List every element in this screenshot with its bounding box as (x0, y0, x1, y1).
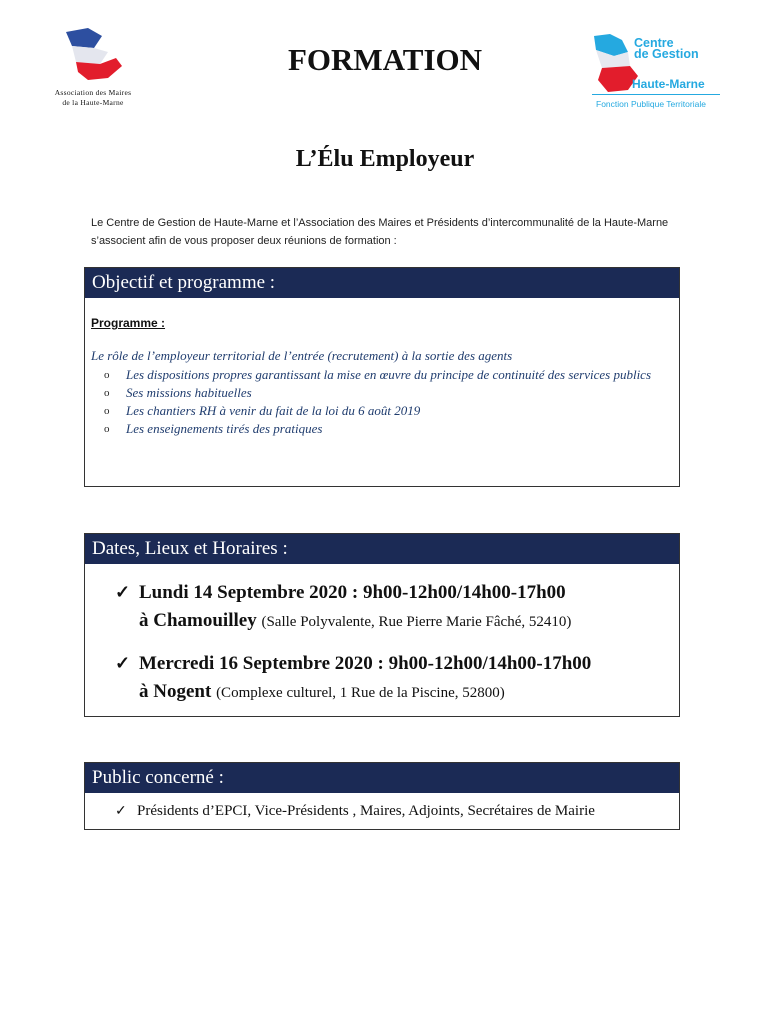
checkmark-icon: ✓ (115, 582, 131, 602)
dates-section (84, 533, 680, 717)
association-logo-line2: de la Haute-Marne (62, 98, 124, 107)
bullet-marker: o (104, 369, 110, 381)
date-text: Mercredi 16 Septembre 2020 : 9h00-12h00/14h00-17h00 (139, 653, 592, 674)
programme-label: Programme : (91, 316, 166, 330)
date-line (115, 653, 591, 675)
centre-de-gestion-logo (582, 28, 732, 114)
document-title: FORMATION (287, 42, 483, 77)
public-section (84, 762, 680, 830)
date-line (115, 582, 571, 604)
location-place: à Nogent (139, 681, 212, 702)
date-entry-nogent (115, 653, 591, 703)
location-line (115, 681, 591, 703)
location-place: à Chamouilley (139, 610, 257, 631)
public-heading: Public concerné : (85, 763, 679, 793)
cg-name-line1: Centre (634, 36, 674, 50)
programme-lead: Le rôle de l’employeur territorial de l’entrée (recrutement) à la sortie des agents (91, 348, 513, 363)
programme-item-text: Les dispositions propres garantissant la mise en œuvre du principe de continuité des services publics (126, 367, 652, 382)
public-line (115, 803, 595, 820)
association-logo-text (38, 88, 148, 108)
location-detail: (Salle Polyvalente, Rue Pierre Marie Fâché, 52410) (261, 614, 572, 630)
objectif-heading: Objectif et programme : (85, 268, 679, 298)
intro-paragraph: Le Centre de Gestion de Haute-Marne et l’Association des Maires et Présidents d’intercommunalité de la Haute-Marne s’associent afin de vous proposer deux réunions de formation : (91, 217, 669, 247)
cg-department: Haute-Marne (632, 77, 705, 91)
list-item (85, 420, 675, 438)
list-item (85, 384, 675, 402)
cg-tagline: Fonction Publique Territoriale (596, 99, 706, 109)
association-logo-line1: Association des Maires (54, 88, 132, 97)
list-item (85, 366, 675, 384)
checkmark-icon: ✓ (115, 804, 127, 819)
date-entry-chamouilley (115, 582, 571, 632)
location-detail: (Complexe culturel, 1 Rue de la Piscine, 52800) (216, 685, 505, 701)
programme-item-text: Les enseignements tirés des pratiques (126, 421, 323, 436)
bullet-marker: o (104, 405, 110, 417)
checkmark-icon: ✓ (115, 653, 131, 673)
public-text: Présidents d’EPCI, Vice-Présidents , Maires, Adjoints, Secrétaires de Mairie (137, 803, 595, 819)
cg-divider (592, 94, 720, 95)
date-text: Lundi 14 Septembre 2020 : 9h00-12h00/14h00-17h00 (139, 582, 566, 603)
location-line (115, 610, 571, 632)
cg-name-line2: de Gestion (634, 47, 699, 61)
objectif-section (84, 267, 680, 487)
dates-heading: Dates, Lieux et Horaires : (85, 534, 679, 564)
centre-de-gestion-name (634, 38, 699, 60)
bullet-marker: o (104, 423, 110, 435)
programme-item-text: Les chantiers RH à venir du fait de la loi du 6 août 2019 (126, 403, 421, 418)
formation-subtitle: L’Élu Employeur (295, 146, 475, 172)
bullet-marker: o (104, 387, 110, 399)
programme-item-text: Ses missions habituelles (126, 385, 252, 400)
programme-list (85, 366, 675, 438)
list-item (85, 402, 675, 420)
